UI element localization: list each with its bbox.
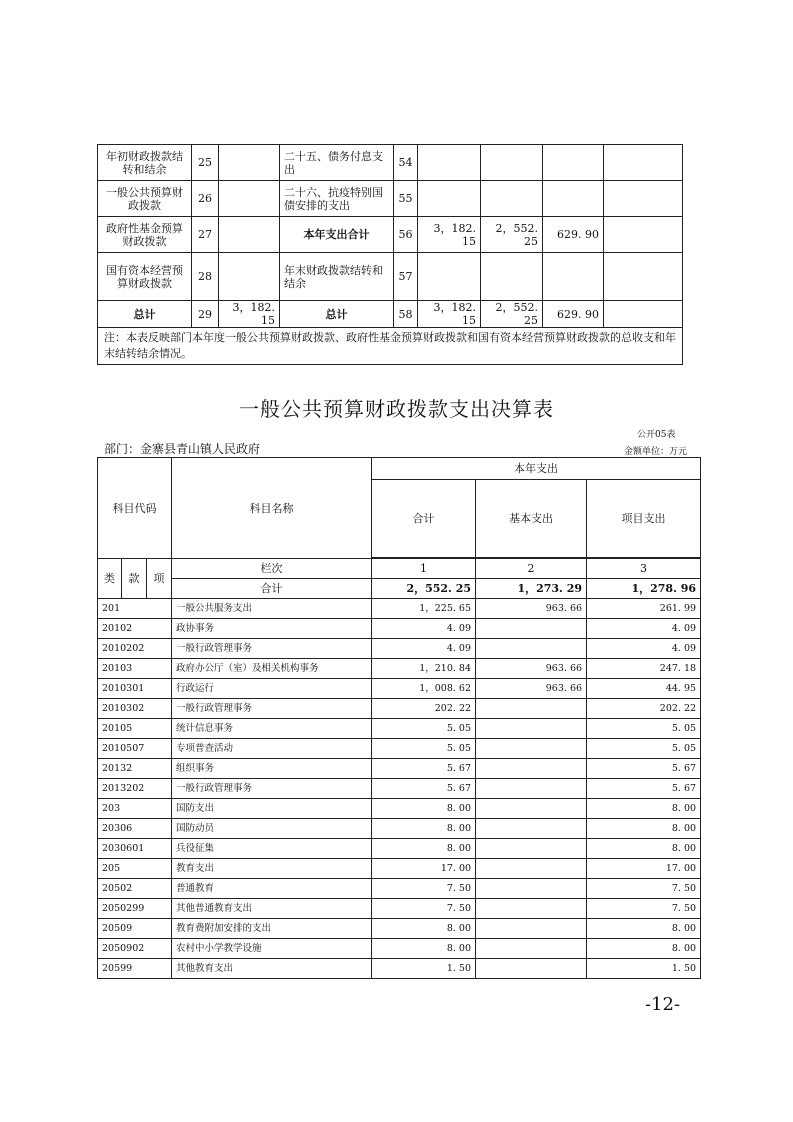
amount-project: 1. 50 — [587, 959, 701, 979]
subject-name: 教育支出 — [172, 859, 372, 879]
amount-project: 4. 09 — [587, 639, 701, 659]
amount-basic — [476, 919, 587, 939]
left-item-label: 国有资本经营预算财政拨款 — [98, 253, 192, 301]
left-item-label: 总计 — [98, 301, 192, 328]
page-number: -12- — [645, 994, 681, 1015]
subject-name: 农村中小学教学设施 — [172, 939, 372, 959]
left-amount — [219, 181, 280, 217]
subject-code: 2010202 — [98, 639, 172, 659]
subject-code: 20132 — [98, 759, 172, 779]
subject-name: 教育费附加安排的支出 — [172, 919, 372, 939]
table-row — [98, 719, 701, 739]
amount-basic — [476, 939, 587, 959]
right-row-number: 54 — [394, 145, 418, 181]
summary-row — [98, 301, 683, 328]
right-amount-general: 2，552. 25 — [481, 217, 543, 253]
amount-total: 1，008. 62 — [372, 679, 476, 699]
right-amount-total: 3，182. 15 — [418, 301, 481, 328]
subject-name: 行政运行 — [172, 679, 372, 699]
subject-code: 2010302 — [98, 699, 172, 719]
amount-basic — [476, 639, 587, 659]
subject-name: 组织事务 — [172, 759, 372, 779]
left-item-label: 政府性基金预算财政拨款 — [98, 217, 192, 253]
amount-project: 44. 95 — [587, 679, 701, 699]
right-amount-capital — [604, 181, 683, 217]
subject-name: 一般行政管理事务 — [172, 699, 372, 719]
right-amount-general — [481, 145, 543, 181]
sum-total: 2，552. 25 — [372, 579, 476, 599]
right-row-number: 55 — [394, 181, 418, 217]
subject-name: 其他教育支出 — [172, 959, 372, 979]
amount-total: 7. 50 — [372, 899, 476, 919]
amount-basic — [476, 819, 587, 839]
total-header: 合计 — [372, 480, 476, 558]
subject-code: 205 — [98, 859, 172, 879]
right-amount-general — [481, 253, 543, 301]
expenditure-table — [97, 457, 701, 979]
subject-name: 国防支出 — [172, 799, 372, 819]
amount-project: 17. 00 — [587, 859, 701, 879]
page-title: 一般公共预算财政拨款支出决算表 — [239, 397, 554, 421]
right-row-number: 56 — [394, 217, 418, 253]
sum-basic: 1，273. 29 — [476, 579, 587, 599]
current-year-header: 本年支出 — [372, 458, 701, 480]
table-row — [98, 919, 701, 939]
left-amount: 3，182. 15 — [219, 301, 280, 328]
lei-header: 类 — [98, 559, 122, 599]
subject-code: 20509 — [98, 919, 172, 939]
basic-header: 基本支出 — [476, 480, 587, 558]
amount-total: 1，225. 65 — [372, 599, 476, 619]
right-row-number: 57 — [394, 253, 418, 301]
amount-total: 5. 67 — [372, 759, 476, 779]
amount-basic — [476, 879, 587, 899]
subject-name: 其他普通教育支出 — [172, 899, 372, 919]
left-amount — [219, 253, 280, 301]
project-header: 项目支出 — [587, 480, 701, 558]
table-row — [98, 639, 701, 659]
column-index-3: 3 — [587, 559, 701, 579]
amount-basic — [476, 719, 587, 739]
subject-code: 2010507 — [98, 739, 172, 759]
amount-total: 5. 67 — [372, 779, 476, 799]
amount-project: 247. 18 — [587, 659, 701, 679]
amount-total: 1，210. 84 — [372, 659, 476, 679]
right-item-label: 二十五、债务付息支出 — [280, 145, 394, 181]
subject-name: 政协事务 — [172, 619, 372, 639]
amount-basic — [476, 759, 587, 779]
amount-project: 4. 09 — [587, 619, 701, 639]
right-amount-fund — [543, 253, 604, 301]
amount-project: 7. 50 — [587, 899, 701, 919]
amount-total: 8. 00 — [372, 819, 476, 839]
amount-project: 5. 67 — [587, 779, 701, 799]
xiang-header: 项 — [147, 559, 172, 599]
right-item-label: 总计 — [280, 301, 394, 328]
amount-basic — [476, 739, 587, 759]
subject-name: 专项普查活动 — [172, 739, 372, 759]
subject-code: 201 — [98, 599, 172, 619]
amount-basic — [476, 859, 587, 879]
right-amount-capital — [604, 253, 683, 301]
subject-code: 2030601 — [98, 839, 172, 859]
subject-name: 一般行政管理事务 — [172, 639, 372, 659]
amount-total: 8. 00 — [372, 919, 476, 939]
amount-basic — [476, 959, 587, 979]
amount-total: 5. 05 — [372, 719, 476, 739]
table-row — [98, 739, 701, 759]
right-item-label: 年末财政拨款结转和结余 — [280, 253, 394, 301]
amount-total: 8. 00 — [372, 839, 476, 859]
subject-name-header: 科目名称 — [172, 458, 372, 559]
subject-code: 20502 — [98, 879, 172, 899]
right-row-number: 58 — [394, 301, 418, 328]
form-number: 公开05表 — [637, 430, 676, 440]
summary-row — [98, 145, 683, 181]
subject-code: 20103 — [98, 659, 172, 679]
amount-project: 5. 05 — [587, 719, 701, 739]
amount-project: 5. 67 — [587, 759, 701, 779]
amount-basic: 963. 66 — [476, 659, 587, 679]
amount-basic: 963. 66 — [476, 599, 587, 619]
table-row — [98, 899, 701, 919]
table-row — [98, 819, 701, 839]
amount-project: 8. 00 — [587, 939, 701, 959]
table-row — [98, 659, 701, 679]
table-row — [98, 799, 701, 819]
left-item-label: 一般公共预算财政拨款 — [98, 181, 192, 217]
subject-name: 统计信息事务 — [172, 719, 372, 739]
subject-code: 20306 — [98, 819, 172, 839]
sum-label: 合计 — [172, 579, 372, 599]
subject-code: 2050299 — [98, 899, 172, 919]
left-row-number: 25 — [192, 145, 219, 181]
column-index-2: 2 — [476, 559, 587, 579]
amount-project: 8. 00 — [587, 919, 701, 939]
table-row — [98, 839, 701, 859]
left-row-number: 26 — [192, 181, 219, 217]
amount-basic — [476, 899, 587, 919]
right-amount-total — [418, 145, 481, 181]
amount-project: 261. 99 — [587, 599, 701, 619]
table-row — [98, 779, 701, 799]
amount-basic — [476, 799, 587, 819]
income-expense-summary-table — [97, 144, 683, 365]
right-amount-fund — [543, 181, 604, 217]
amount-project: 8. 00 — [587, 819, 701, 839]
amount-total: 5. 05 — [372, 739, 476, 759]
right-amount-total: 3，182. 15 — [418, 217, 481, 253]
column-index-label: 栏次 — [172, 559, 372, 579]
table-row — [98, 619, 701, 639]
subject-code: 2050902 — [98, 939, 172, 959]
kuan-header: 款 — [122, 559, 147, 599]
amount-basic: 963. 66 — [476, 679, 587, 699]
amount-unit-label: 金额单位：万元 — [624, 447, 688, 457]
summary-row — [98, 217, 683, 253]
right-item-label: 本年支出合计 — [280, 217, 394, 253]
subject-name: 一般行政管理事务 — [172, 779, 372, 799]
subject-code-header: 科目代码 — [98, 458, 172, 559]
table-row — [98, 599, 701, 619]
amount-total: 7. 50 — [372, 879, 476, 899]
right-amount-general: 2，552. 25 — [481, 301, 543, 328]
sum-project: 1，278. 96 — [587, 579, 701, 599]
left-amount — [219, 217, 280, 253]
left-row-number: 28 — [192, 253, 219, 301]
amount-basic — [476, 779, 587, 799]
right-amount-fund: 629. 90 — [543, 301, 604, 328]
department-label: 部门：金寨县青山镇人民政府 — [104, 442, 261, 456]
amount-total: 1. 50 — [372, 959, 476, 979]
amount-total: 8. 00 — [372, 939, 476, 959]
right-amount-capital — [604, 217, 683, 253]
table-row — [98, 679, 701, 699]
right-amount-total — [418, 181, 481, 217]
summary-row — [98, 253, 683, 301]
subject-code: 2010301 — [98, 679, 172, 699]
right-item-label: 二十六、抗疫特别国债安排的支出 — [280, 181, 394, 217]
amount-basic — [476, 699, 587, 719]
subject-code: 20599 — [98, 959, 172, 979]
left-row-number: 29 — [192, 301, 219, 328]
subject-name: 一般公共服务支出 — [172, 599, 372, 619]
subject-name: 国防动员 — [172, 819, 372, 839]
right-amount-fund: 629. 90 — [543, 217, 604, 253]
amount-project: 8. 00 — [587, 839, 701, 859]
subject-code: 203 — [98, 799, 172, 819]
subject-name: 兵役征集 — [172, 839, 372, 859]
amount-total: 4. 09 — [372, 639, 476, 659]
table-row — [98, 859, 701, 879]
subject-name: 普通教育 — [172, 879, 372, 899]
table-row — [98, 759, 701, 779]
column-index-1: 1 — [372, 559, 476, 579]
amount-project: 202. 22 — [587, 699, 701, 719]
table-row — [98, 699, 701, 719]
amount-project: 5. 05 — [587, 739, 701, 759]
right-amount-capital — [604, 145, 683, 181]
amount-total: 202. 22 — [372, 699, 476, 719]
amount-project: 7. 50 — [587, 879, 701, 899]
table-row — [98, 879, 701, 899]
right-amount-capital — [604, 301, 683, 328]
right-amount-total — [418, 253, 481, 301]
table-row — [98, 959, 701, 979]
right-amount-fund — [543, 145, 604, 181]
summary-row — [98, 181, 683, 217]
subject-code: 20102 — [98, 619, 172, 639]
left-row-number: 27 — [192, 217, 219, 253]
right-amount-general — [481, 181, 543, 217]
amount-total: 4. 09 — [372, 619, 476, 639]
amount-project: 8. 00 — [587, 799, 701, 819]
table-note: 注：本表反映部门本年度一般公共预算财政拨款、政府性基金预算财政拨款和国有资本经营预算财政拨款的总收支和年末结转结余情况。 — [98, 328, 683, 365]
table-row — [98, 939, 701, 959]
subject-name: 政府办公厅（室）及相关机构事务 — [172, 659, 372, 679]
amount-basic — [476, 619, 587, 639]
amount-basic — [476, 839, 587, 859]
left-amount — [219, 145, 280, 181]
subject-code: 20105 — [98, 719, 172, 739]
amount-total: 8. 00 — [372, 799, 476, 819]
left-item-label: 年初财政拨款结转和结余 — [98, 145, 192, 181]
subject-code: 2013202 — [98, 779, 172, 799]
amount-total: 17. 00 — [372, 859, 476, 879]
